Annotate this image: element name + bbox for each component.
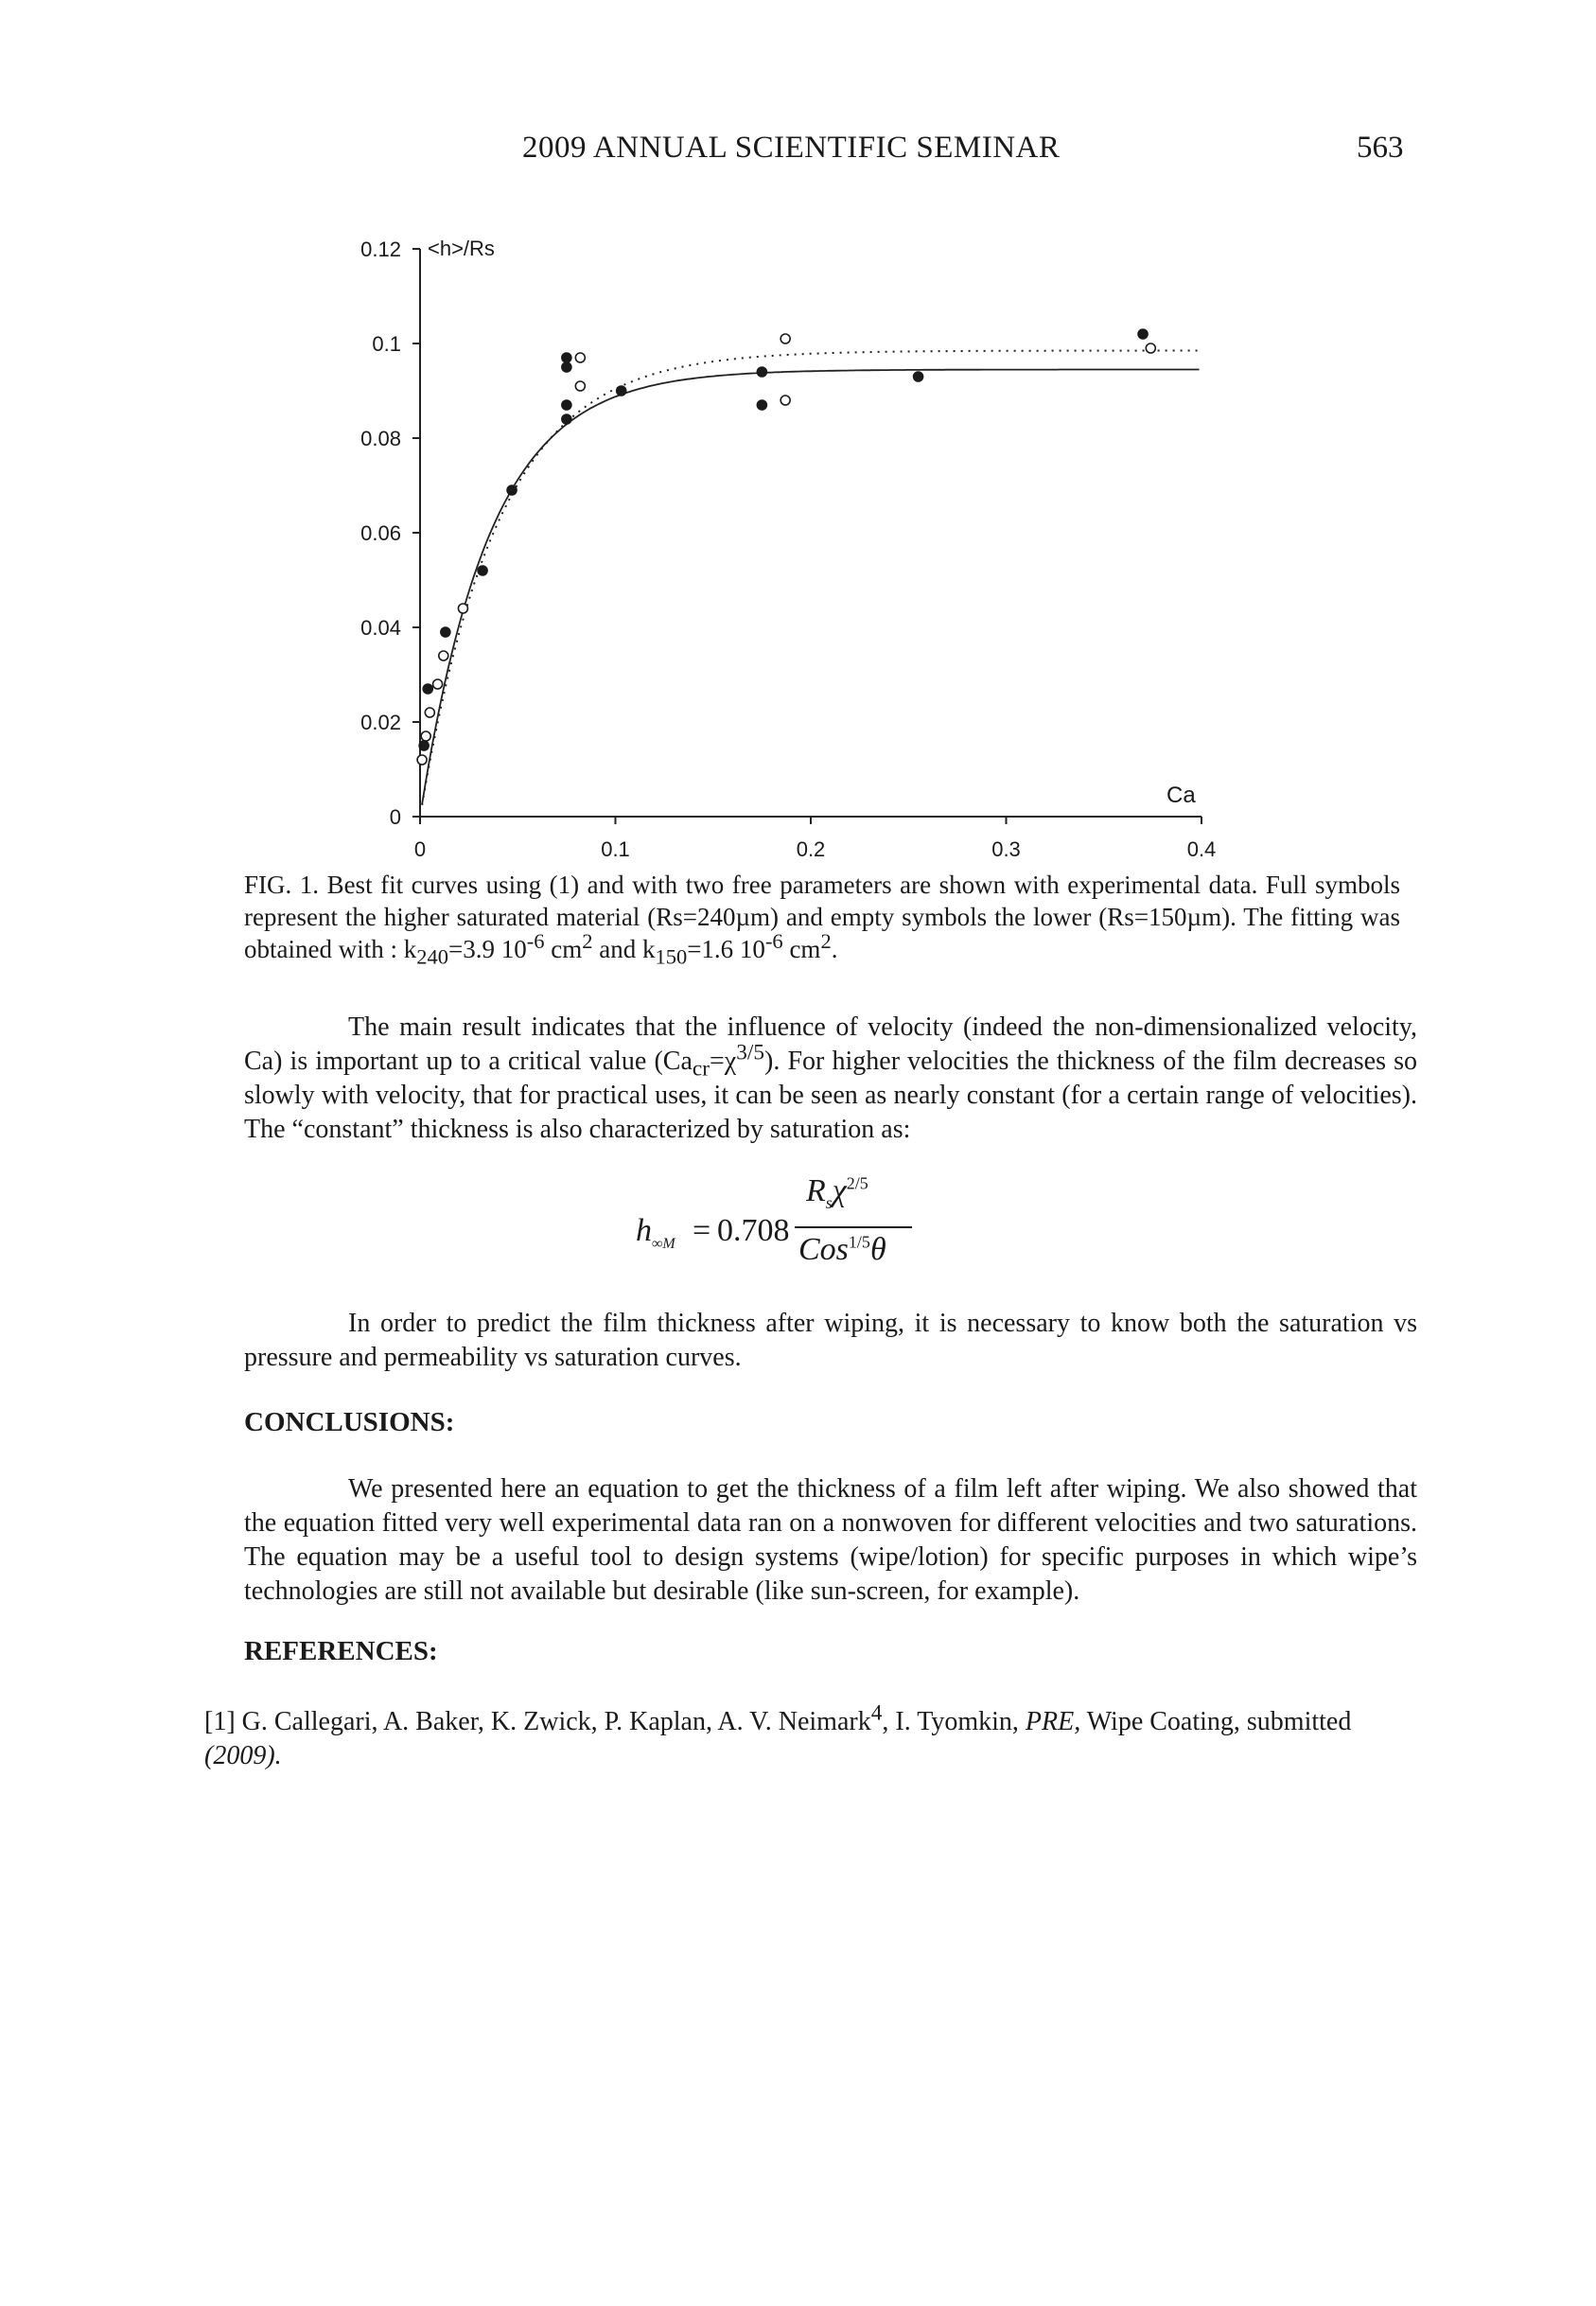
- y-tick-label: 0.06: [360, 521, 401, 545]
- figure-caption: FIG. 1. Best fit curves using (1) and with two free parameters are shown with experimental data. Full symbols represent the higher saturated material (Rs=240µm) and empty symbols the lower (Rs=150µm). The fitting was obtained with : $k_{240}=3.9$ $10^{-6}$ $cm^2$ and $k_{150}=1.6$ $10^{-6}$ $cm^2$.: [244, 871, 1400, 969]
- x-tick-label: 0.3: [991, 837, 1021, 861]
- chart-data-points: [417, 329, 1155, 765]
- data-point-open: [439, 651, 448, 660]
- conclusions-heading: CONCLUSIONS:: [244, 1407, 455, 1437]
- reference-1: [1] G. Callegari, A. Baker, K. Zwick, P. Kaplan, A. V. Neimark$^4$, I. Tyomkin, PRE, Wipe Coating, submitted (2009).: [204, 1700, 1352, 1770]
- x-tick-label: 0.1: [601, 837, 630, 861]
- y-tick-label: 0.02: [360, 711, 401, 734]
- data-point-open: [1146, 343, 1155, 353]
- data-point-filled: [562, 353, 571, 362]
- data-point-open: [780, 334, 790, 343]
- equation-numerator: $R_s\chi^{2/5}$: [806, 1173, 868, 1212]
- data-point-open: [417, 755, 427, 765]
- y-tick-label: 0.12: [360, 238, 401, 261]
- equation-coefficient: 0.708: [717, 1213, 790, 1248]
- fit-curve-solid: [422, 370, 1199, 805]
- data-point-filled: [617, 386, 626, 396]
- conclusions-paragraph: We presented here an equation to get the thickness of a film left after wiping. We also showed that the equation fitted very well experimental data ran on a nonwoven for different velocities and two saturations. The equation may be a useful tool to design systems (wipe/lotion) for specific purposes in which wipe’s technologies are still not available but desirable (like sun-screen, for example).: [244, 1474, 1417, 1606]
- data-point-open: [433, 679, 443, 689]
- fraction-bar: [795, 1226, 912, 1228]
- data-point-open: [780, 396, 790, 405]
- y-tick-label: 0.1: [372, 332, 401, 356]
- prediction-paragraph: In order to predict the film thickness after wiping, it is necessary to know both the saturation vs pressure and permeability vs saturation curves.: [244, 1309, 1417, 1372]
- data-point-filled: [423, 684, 432, 694]
- references-heading: REFERENCES:: [244, 1636, 438, 1666]
- data-point-filled: [914, 372, 923, 381]
- data-point-open: [575, 381, 585, 391]
- data-point-open: [425, 708, 434, 717]
- data-point-open: [575, 353, 585, 362]
- equation-denominator: Cos$^{1/5}$θ: [798, 1232, 886, 1267]
- main-result-paragraph: The main result indicates that the influence of velocity (indeed the non-dimensionalized velocity, Ca) is important up to a critical value $(Ca_{cr}=\chi^{3/5})$. For higher velocities the thickness of the film decreases so slowly with velocity, that for practical uses, it can be seen as nearly constant (for a certain range of velocities). The “constant” thickness is also characterized by saturation as:: [244, 1012, 1418, 1144]
- fit-curve-dotted: [422, 351, 1199, 805]
- x-tick-label: 0.4: [1186, 837, 1217, 861]
- y-axis-label: <h>/Rs: [428, 237, 495, 260]
- data-point-filled: [1138, 329, 1148, 339]
- page-number: 563: [1357, 131, 1404, 165]
- x-tick-label: 0: [413, 837, 427, 861]
- chart-axes: [360, 238, 1216, 861]
- data-point-filled: [507, 485, 517, 495]
- data-point-filled: [419, 741, 429, 750]
- x-axis-label: Ca: [1166, 783, 1196, 808]
- y-tick-label: 0: [389, 805, 401, 829]
- figure-1-chart: [0, 0, 1596, 871]
- data-point-filled: [562, 362, 571, 372]
- equation-lhs: $h_{\infty M}$: [636, 1213, 675, 1252]
- data-point-open: [458, 604, 467, 613]
- data-point-filled: [562, 400, 571, 410]
- thickness-equation: [636, 1173, 938, 1287]
- data-point-open: [421, 731, 430, 741]
- data-point-filled: [757, 400, 766, 410]
- data-point-filled: [441, 627, 450, 637]
- data-point-filled: [562, 414, 571, 424]
- y-tick-label: 0.08: [360, 427, 401, 450]
- running-title: 2009 ANNUAL SCIENTIFIC SEMINAR: [522, 131, 1061, 165]
- chart-fit-curves: [422, 351, 1199, 805]
- data-point-filled: [757, 367, 766, 377]
- equation-equals: =: [693, 1213, 711, 1248]
- y-tick-label: 0.04: [360, 616, 401, 640]
- data-point-filled: [478, 566, 487, 575]
- x-tick-label: 0.2: [796, 837, 826, 861]
